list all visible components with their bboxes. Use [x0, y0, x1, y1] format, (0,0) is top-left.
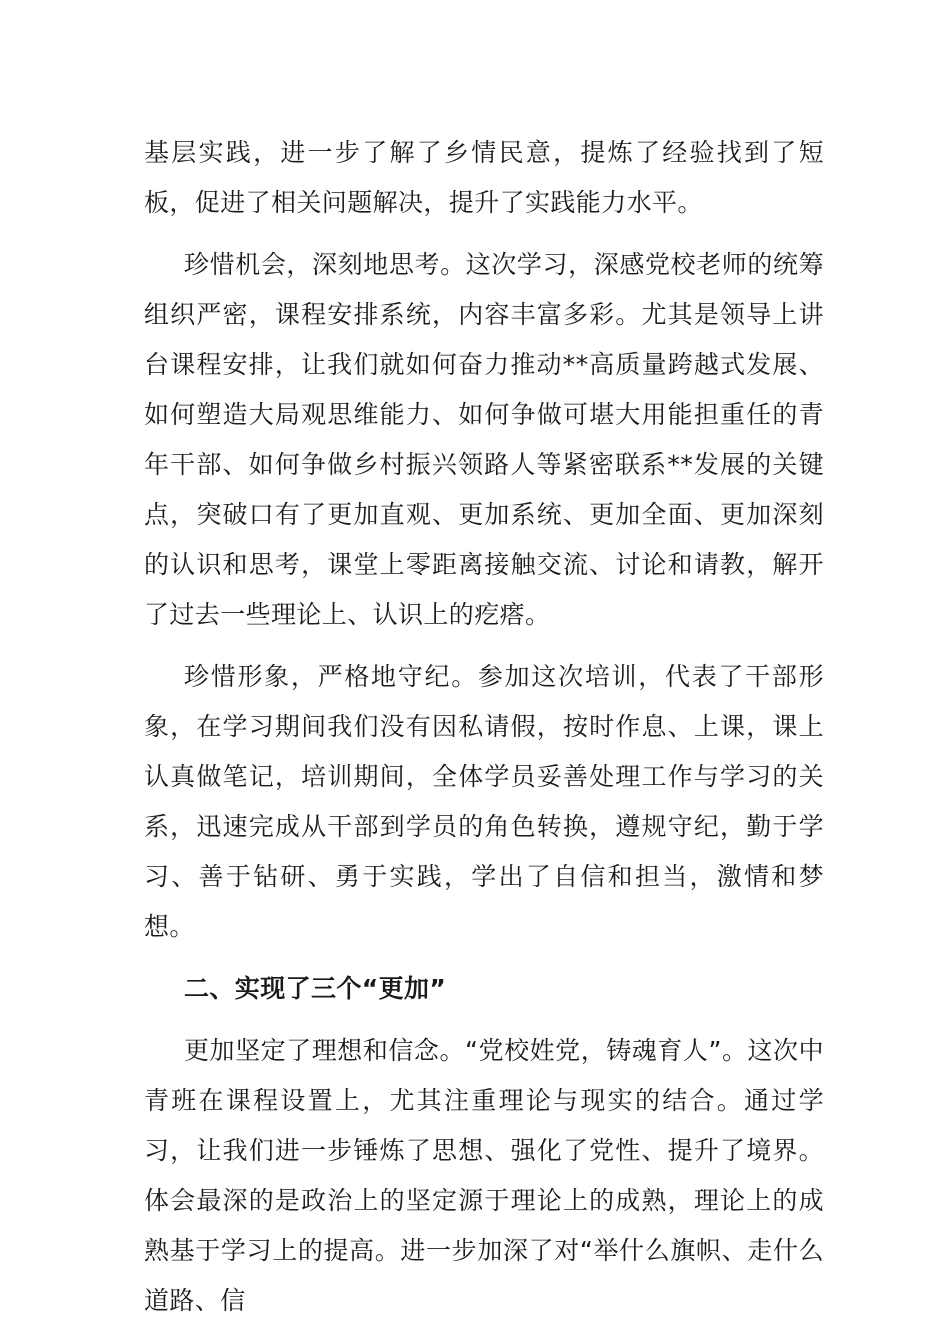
document-body — [144, 128, 824, 1338]
paragraph-firm-ideals: 更加坚定了理想和信念。“党校姓党，铸魂育人”。这次中青班在课程设置上，尤其注重理论与现实的结合。通过学习，让我们进一步锤炼了思想、强化了党性、提升了境界。体会最深的是政治上的坚定源于理论上的成熟，理论上的成熟基于学习上的提高。进一步加深了对“举什么旗帜、走什么道路、信 — [144, 1036, 824, 1315]
section-heading: 二、实现了三个“更加” — [184, 974, 447, 1003]
paragraph-cherish-opportunity: 珍惜机会，深刻地思考。这次学习，深感党校老师的统筹组织严密，课程安排系统，内容丰富多彩。尤其是领导上讲台课程安排，让我们就如何奋力推动**高质量跨越式发展、如何塑造大局观思维能力、如何争做可堪大用能担重任的青年干部、如何争做乡村振兴领路人等紧密联系**发展的关键点，突破口有了更加直观、更加系统、更加全面、更加深刻的认识和思考，课堂上零距离接触交流、讨论和请教，解开了过去一些理论上、认识上的疙瘩。 — [144, 250, 824, 629]
paragraph-continuation: 基层实践，进一步了解了乡情民意，提炼了经验找到了短板，促进了相关问题解决，提升了实践能力水平。 — [144, 138, 824, 217]
paragraph-cherish-image: 珍惜形象，严格地守纪。参加这次培训，代表了干部形象，在学习期间我们没有因私请假，按时作息、上课，课上认真做笔记，培训期间，全体学员妥善处理工作与学习的关系，迅速完成从干部到学员的角色转换，遵规守纪，勤于学习、善于钻研、勇于实践，学出了自信和担当，激情和梦想。 — [144, 662, 824, 941]
